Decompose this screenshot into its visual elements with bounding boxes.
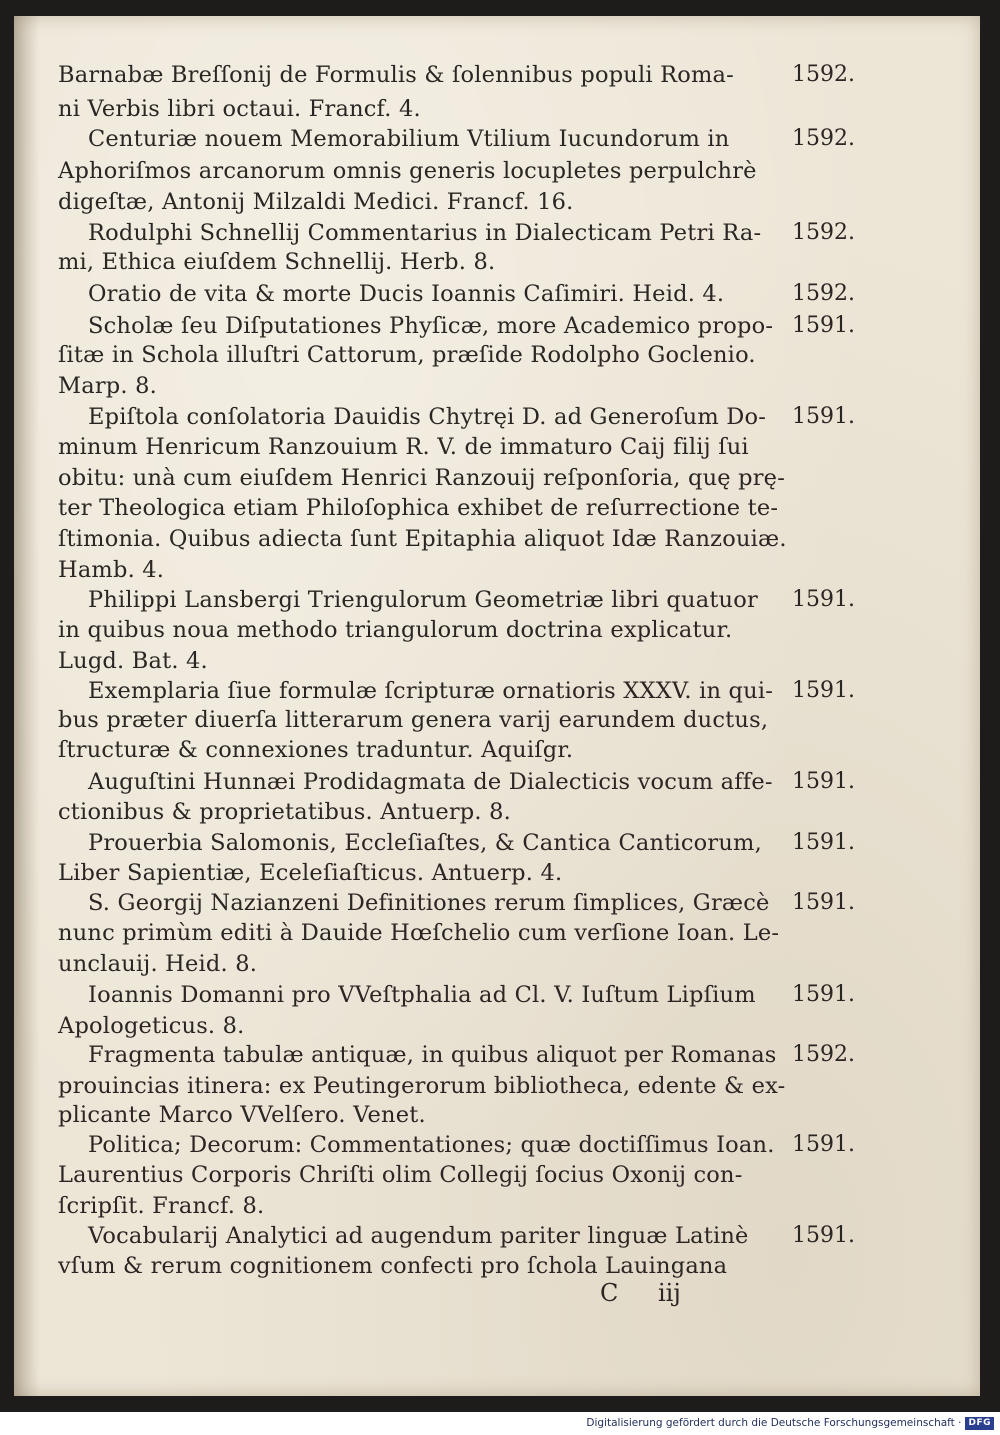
entry-line: ter Theologica etiam Philoſophica exhibet de reſurrectione te- xyxy=(58,495,779,521)
entry-line: ſtimonia. Quibus adiecta ſunt Epitaphia aliquot Idæ Ranzouiæ. xyxy=(58,526,787,552)
entry-line: in quibus noua methodo triangulorum doctrina explicatur. xyxy=(58,617,733,643)
entry-line: Philippi Lansbergi Triengulorum Geometriæ libri quatuor xyxy=(88,587,758,613)
entry-line: Epiſtola conſolatoria Dauidis Chytręi D. ad Generoſum Do- xyxy=(88,404,767,430)
credit-text: Digitalisierung gefördert durch die Deutsche Forschungsgemeinschaft · xyxy=(586,1417,962,1429)
entry-year: 1591. xyxy=(792,1223,855,1248)
entry-line: Barnabæ Breſſonij de Formulis & ſolennibus populi Roma- xyxy=(58,62,734,88)
entry-line: mi, Ethica eiuſdem Schnellij. Herb. 8. xyxy=(58,249,496,275)
entry-line: ſitæ in Schola illuſtri Cattorum, præſide Rodolpho Goclenio. xyxy=(58,342,756,368)
entry-line: plicante Marco VVelſero. Venet. xyxy=(58,1102,426,1128)
entry-year: 1592. xyxy=(792,62,855,87)
entry-year: 1591. xyxy=(792,313,855,338)
entry-year: 1591. xyxy=(792,830,855,855)
entry-line: vſum & rerum cognitionem confecti pro ſchola Lauingana xyxy=(58,1253,728,1279)
entry-year: 1592. xyxy=(792,1042,855,1067)
entry-year: 1592. xyxy=(792,126,855,151)
entry-year: 1591. xyxy=(792,587,855,612)
entry-line: bus præter diuerſa litterarum genera varij earundem ductus, xyxy=(58,707,769,733)
entry-line: Marp. 8. xyxy=(58,373,157,399)
entry-line: Lugd. Bat. 4. xyxy=(58,648,208,674)
entry-line: ſtructuræ & connexiones traduntur. Aquiſgr. xyxy=(58,737,574,763)
entry-line: Ioannis Domanni pro VVeſtphalia ad Cl. V. Iuſtum Lipſium xyxy=(88,982,756,1008)
entry-line: nunc primùm editi à Dauide Hœſchelio cum verſione Ioan. Le- xyxy=(58,920,780,946)
entry-line: Liber Sapientiæ, Eceleſiaſticus. Antuerp. 4. xyxy=(58,860,563,886)
entry-year: 1591. xyxy=(792,1132,855,1157)
entry-line: Fragmenta tabulæ antiquæ, in quibus aliquot per Romanas xyxy=(88,1042,777,1068)
entry-line: ni Verbis libri octaui. Francf. 4. xyxy=(58,96,421,122)
entry-line: ctionibus & proprietatibus. Antuerp. 8. xyxy=(58,799,511,825)
dfg-logo: DFG xyxy=(965,1417,994,1430)
entry-year: 1591. xyxy=(792,678,855,703)
entry-line: Hamb. 4. xyxy=(58,557,165,583)
page-gutter-shadow xyxy=(14,16,40,1396)
entry-line: S. Georgij Nazianzeni Definitiones rerum ſimplices, Græcè xyxy=(88,890,770,916)
entry-line: Vocabularij Analytici ad augendum pariter linguæ Latinè xyxy=(88,1223,749,1249)
entry-line: Laurentius Corporis Chriſti olim Collegij ſocius Oxonij con- xyxy=(58,1162,743,1188)
signature-mark: C iij xyxy=(600,1279,681,1307)
entry-line: ſcripſit. Francf. 8. xyxy=(58,1193,265,1219)
entry-year: 1591. xyxy=(792,404,855,429)
entry-line: Politica; Decorum: Commentationes; quæ doctiſſimus Ioan. xyxy=(88,1132,775,1158)
digitization-credit xyxy=(586,1416,994,1430)
entry-year: 1591. xyxy=(792,890,855,915)
entry-line: Aphoriſmos arcanorum omnis generis locupletes perpulchrè xyxy=(58,158,757,184)
entry-year: 1591. xyxy=(792,769,855,794)
entry-line: Auguſtini Hunnæi Prodidagmata de Dialecticis vocum affe- xyxy=(88,769,773,795)
entry-year: 1591. xyxy=(792,982,855,1007)
entry-line: Scholæ ſeu Diſputationes Phyſicæ, more Academico propo- xyxy=(88,313,774,339)
entry-line: Oratio de vita & morte Ducis Ioannis Caſimiri. Heid. 4. xyxy=(88,281,725,307)
entry-year: 1592. xyxy=(792,220,855,245)
entry-line: Centuriæ nouem Memorabilium Vtilium Iucundorum in xyxy=(88,126,730,152)
entry-line: minum Henricum Ranzouium R. V. de immaturo Caij filij ſui xyxy=(58,434,749,460)
entry-line: prouincias itinera: ex Peutingerorum bibliotheca, edente & ex- xyxy=(58,1073,786,1099)
entry-line: unclauij. Heid. 8. xyxy=(58,951,258,977)
entry-line: digeſtæ, Antonij Milzaldi Medici. Francf. 16. xyxy=(58,189,574,215)
entry-line: Exemplaria ſiue formulæ ſcripturæ ornatioris XXXV. in qui- xyxy=(88,678,774,704)
entry-line: Prouerbia Salomonis, Eccleſiaſtes, & Cantica Canticorum, xyxy=(88,830,762,856)
entry-year: 1592. xyxy=(792,281,855,306)
entry-line: Rodulphi Schnellij Commentarius in Dialecticam Petri Ra- xyxy=(88,220,762,246)
entry-line: obitu: unà cum eiuſdem Henrici Ranzouij reſponſoria, quę prę- xyxy=(58,465,786,491)
entry-line: Apologeticus. 8. xyxy=(58,1013,245,1039)
